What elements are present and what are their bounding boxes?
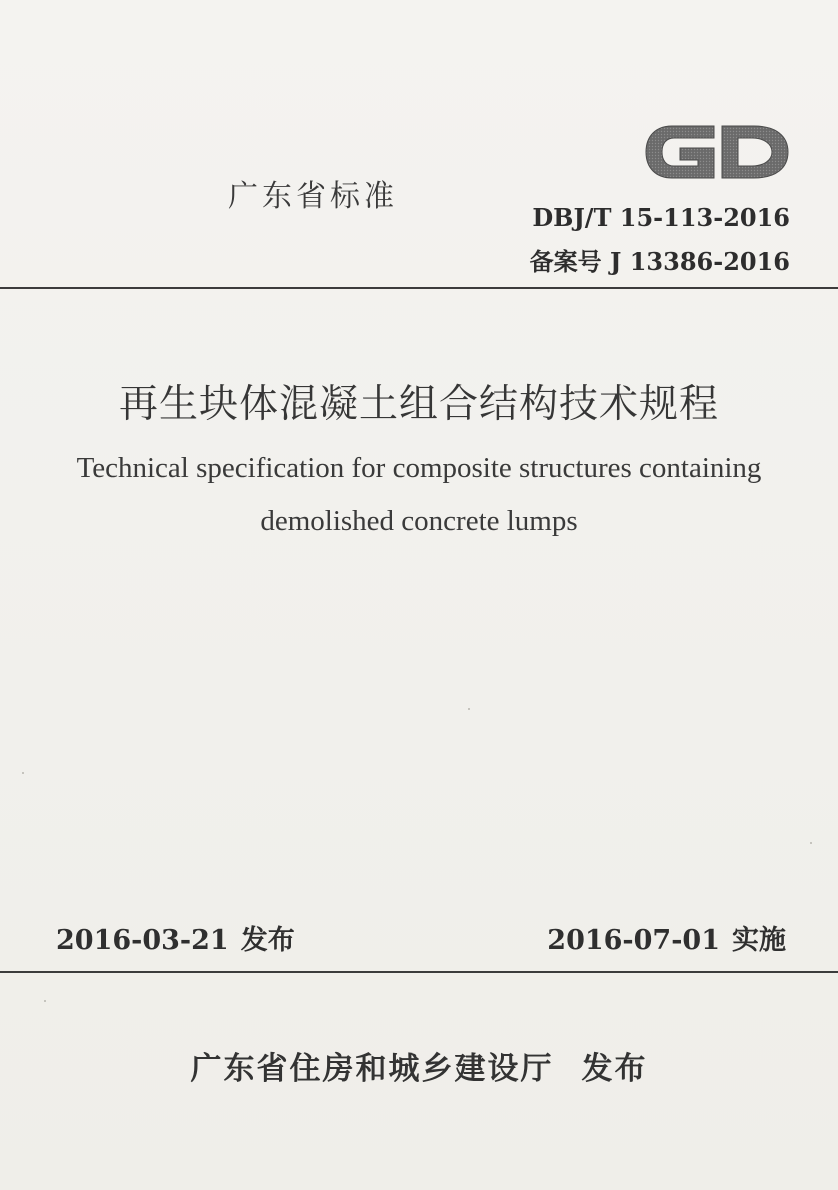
title-english-line1: Technical specification for composite structures containing [76,452,762,484]
paper-speck [22,772,24,774]
top-divider [0,287,838,289]
title-english-line2: demolished concrete lumps [260,505,578,537]
issue-date-line [56,918,295,957]
paper-speck [44,1000,46,1002]
publish-label: 发布 [581,1051,648,1087]
issue-date: 2016-03-21 [56,925,229,956]
standard-label: 广东省标准 [228,179,398,214]
gd-logo-icon [642,112,792,192]
paper-speck [810,842,812,844]
publisher-name: 广东省住房和城乡建设厅 [190,1051,554,1087]
title-chinese: 再生块体混凝土组合结构技术规程 [118,382,719,427]
paper-speck [468,708,470,710]
effective-date: 2016-07-01 [547,925,720,956]
issue-label: 发布 [240,925,295,956]
bottom-divider [0,971,838,973]
standard-code: DBJ/T 15-113-2016 [532,203,790,232]
effective-date-line [547,918,786,957]
publisher-line [0,1043,838,1088]
effective-label: 实施 [732,925,786,956]
record-number: 备案号 J 13386-2016 [529,247,790,276]
